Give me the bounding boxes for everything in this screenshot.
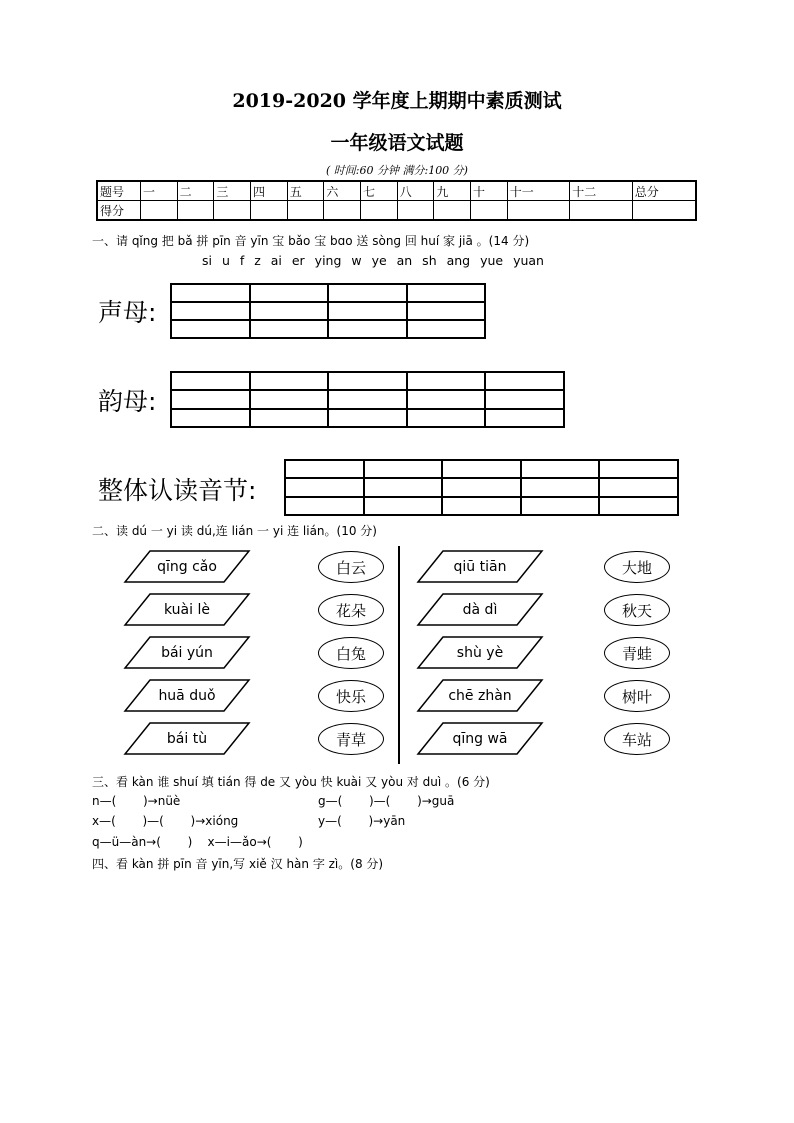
score-cell: 总分	[632, 181, 696, 201]
q4-prompt: 四、看 kàn 拼 pīn 音 yīn,写 xiě 汉 hàn 字 zì。(8 分)	[92, 857, 384, 871]
score-cell: 题号	[97, 181, 141, 201]
score-cell: 十一	[507, 181, 570, 201]
q3-line1a[interactable]: n—( )→nüè	[92, 794, 181, 808]
pinyin-card[interactable]: shù yè	[456, 644, 504, 661]
pinyin-card[interactable]: qīng cǎo	[157, 558, 217, 575]
score-cell: 六	[324, 181, 361, 201]
score-cell: 八	[397, 181, 434, 201]
shengmu-label: 声母:	[98, 298, 157, 327]
divider-line	[398, 546, 400, 764]
score-cell: 十	[471, 181, 508, 201]
q3-line1b[interactable]: g—( )—( )→guā	[318, 794, 455, 808]
q3-line2b[interactable]: y—( )→yān	[318, 814, 406, 828]
score-cell: 四	[251, 181, 288, 201]
exam-subtitle: 一年级语文试题	[330, 132, 464, 154]
word-oval[interactable]: 白兔	[318, 637, 384, 669]
score-cell: 得分	[97, 201, 141, 221]
q3-line3[interactable]: q—ü—àn→( ) x—i—ǎo→( )	[92, 835, 303, 849]
score-cell: 七	[361, 181, 398, 201]
pinyin-card[interactable]: qīng wā	[452, 730, 508, 747]
word-oval[interactable]: 车站	[604, 723, 670, 755]
score-cell: 九	[434, 181, 471, 201]
zhengti-label: 整体认读音节:	[98, 476, 257, 505]
word-oval[interactable]: 青蛙	[604, 637, 670, 669]
q3-line2a[interactable]: x—( )—( )→xiónɡ	[92, 814, 239, 828]
word-oval[interactable]: 秋天	[604, 594, 670, 626]
q1-syllables: si u f z ai er ying w ye an sh ang yue yuan	[202, 253, 544, 268]
pinyin-card[interactable]: qiū tiān	[453, 558, 507, 575]
word-oval[interactable]: 大地	[604, 551, 670, 583]
q3-prompt: 三、看 kàn 谁 shuí 填 tián 得 de 又 yòu 快 kuài 又 yòu 对 duì 。(6 分)	[92, 775, 490, 789]
q1-prompt: 一、请 qǐng 把 bǎ 拼 pīn 音 yīn 宝 bǎo 宝 bɑo 送 sònɡ 回 huí 家 jiā 。(14 分)	[92, 234, 530, 248]
word-oval[interactable]: 白云	[318, 551, 384, 583]
time-note: ( 时间:60 分钟 满分:100 分)	[326, 164, 468, 177]
q2-prompt: 二、读 dú 一 yi 读 dú,连 lián 一 yi 连 lián。(10 分)	[92, 524, 377, 538]
pinyin-card[interactable]: dà dì	[462, 601, 498, 618]
score-cell: 五	[287, 181, 324, 201]
word-oval[interactable]: 青草	[318, 723, 384, 755]
pinyin-card[interactable]: kuài lè	[164, 601, 210, 618]
word-oval[interactable]: 快乐	[318, 680, 384, 712]
word-oval[interactable]: 花朵	[318, 594, 384, 626]
pinyin-card[interactable]: chē zhàn	[448, 687, 512, 704]
score-cell: 三	[214, 181, 251, 201]
pinyin-card[interactable]: huā duǒ	[158, 687, 216, 704]
pinyin-card[interactable]: bái tù	[166, 730, 208, 747]
yunmu-label: 韵母:	[98, 387, 157, 416]
score-cell: 十二	[570, 181, 633, 201]
score-cell: 一	[141, 181, 178, 201]
pinyin-card[interactable]: bái yún	[161, 644, 213, 661]
score-cell: 二	[177, 181, 214, 201]
exam-title: 2019-2020 学年度上期期中素质测试	[232, 90, 562, 112]
word-oval[interactable]: 树叶	[604, 680, 670, 712]
